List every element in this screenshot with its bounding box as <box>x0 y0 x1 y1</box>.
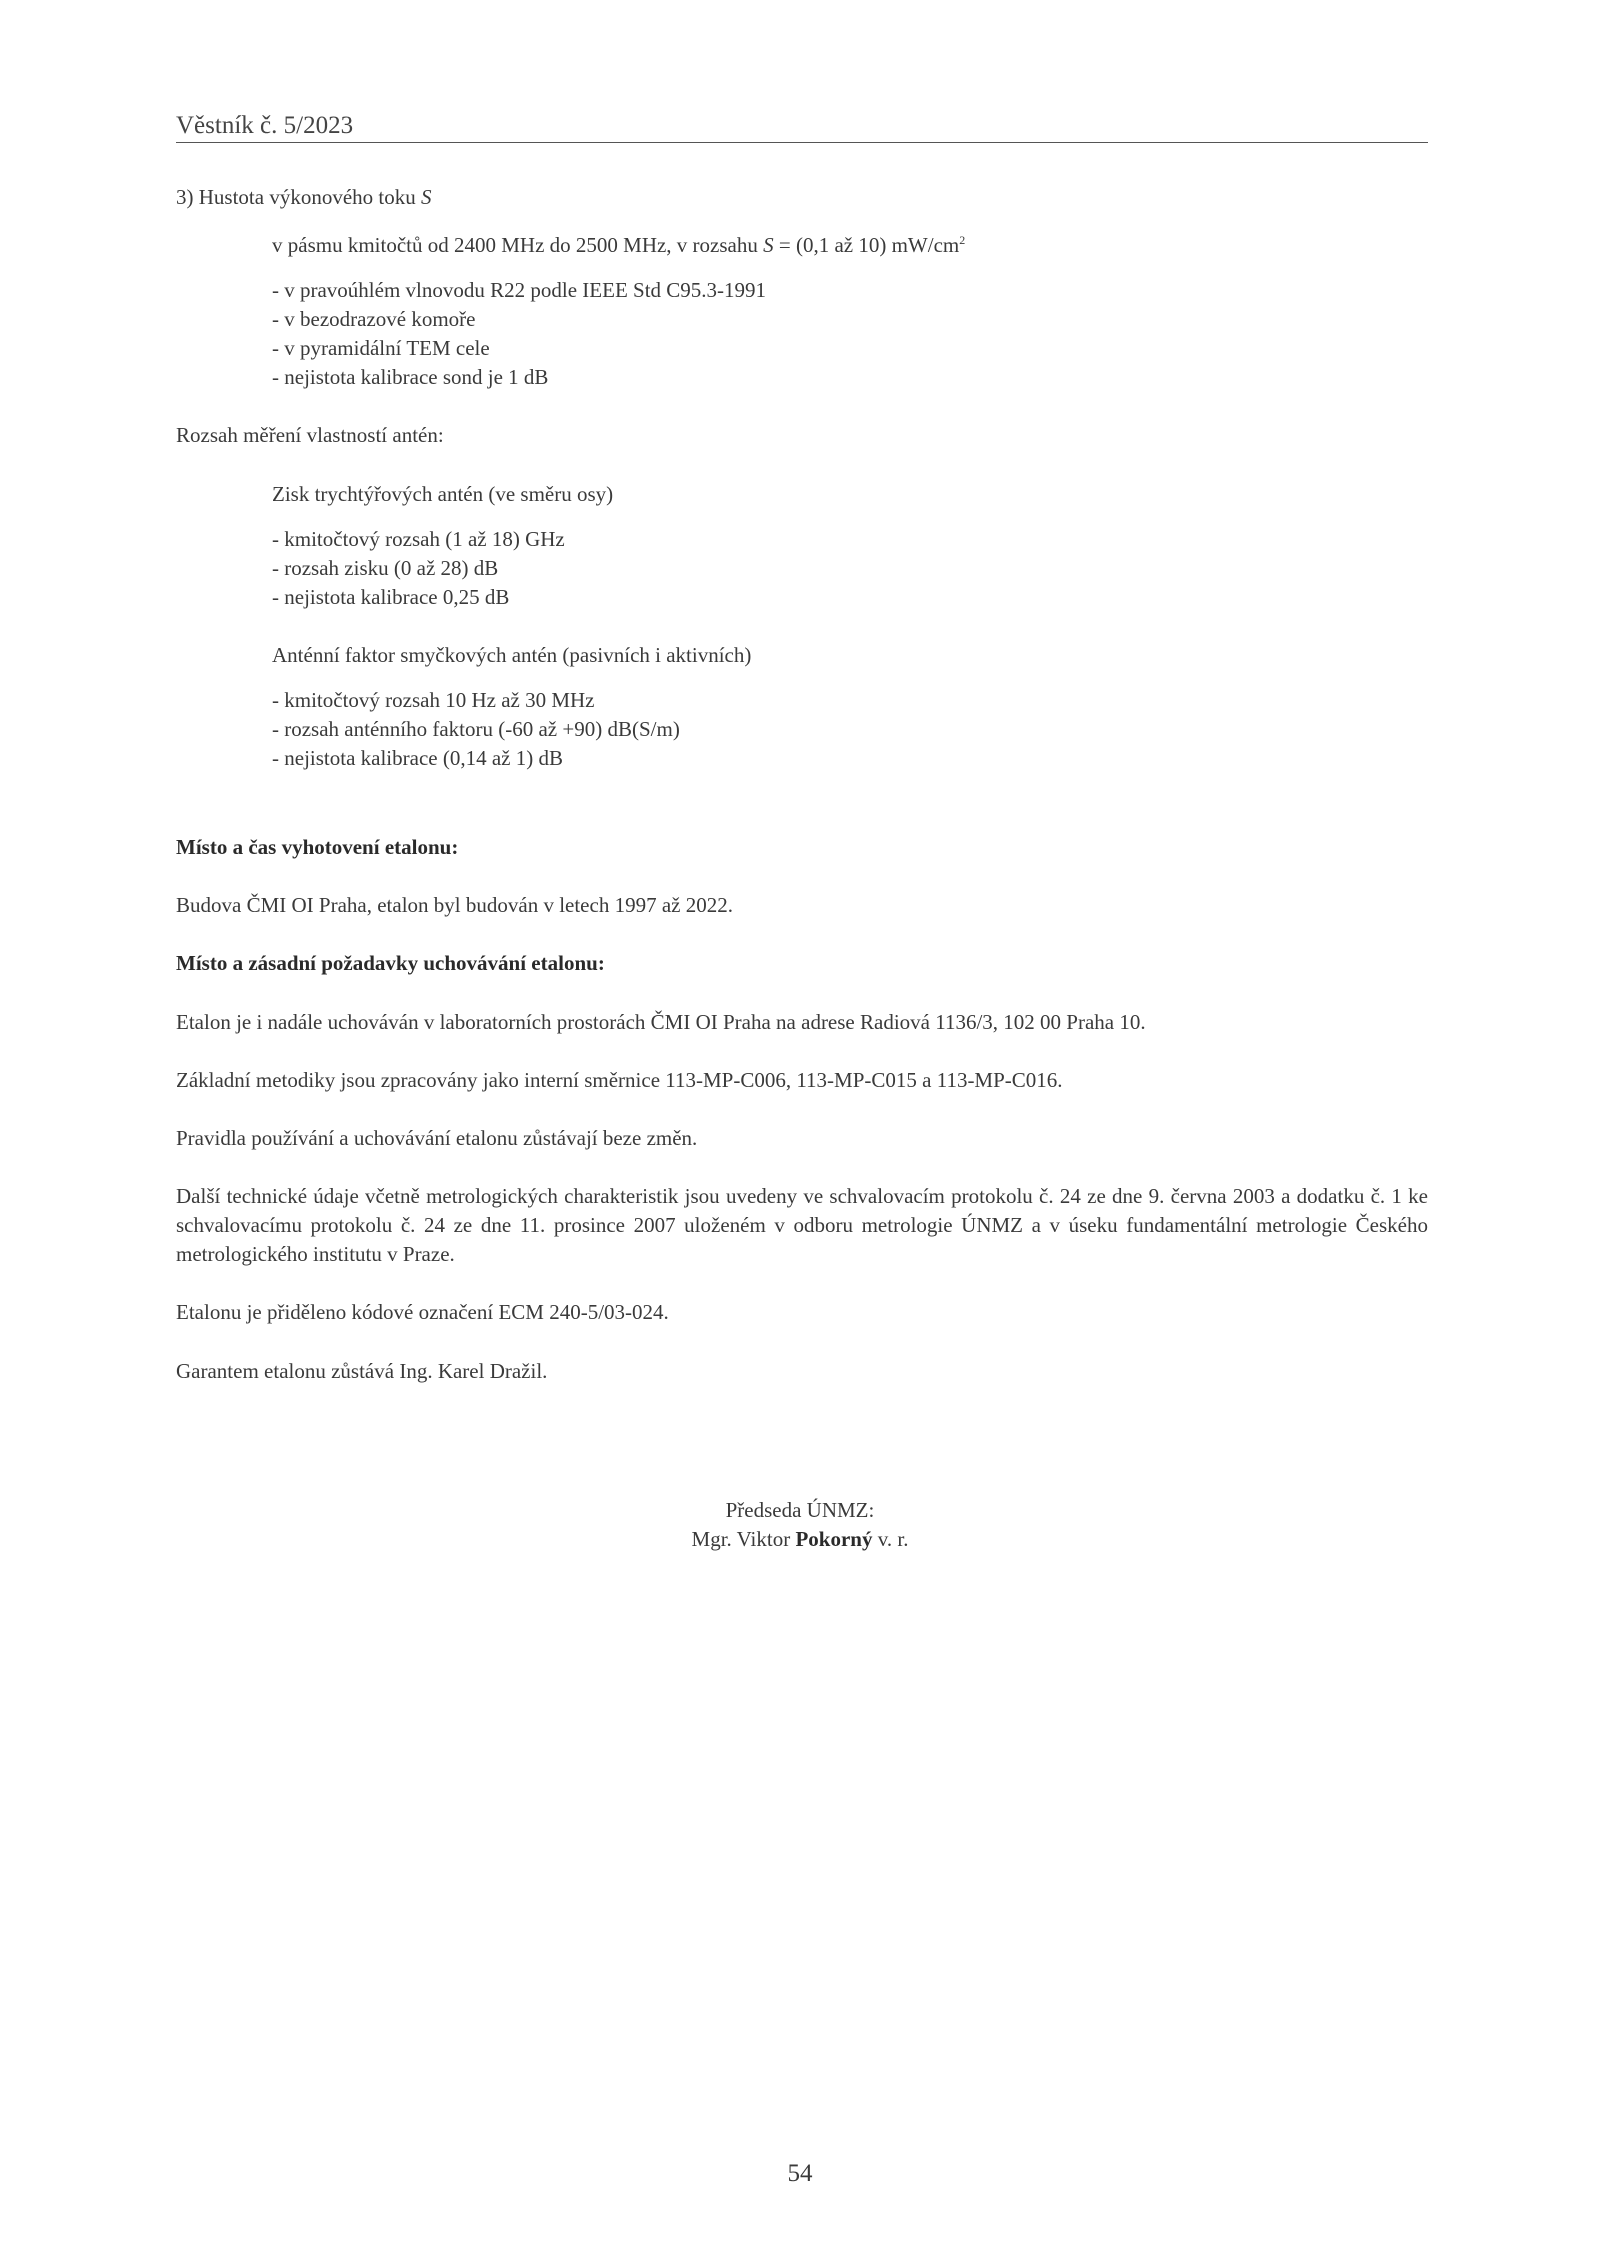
storage-paragraph: Základní metodiky jsou zpracovány jako interní směrnice 113-MP-C006, 113-MP-C015 a 113-MP-C016. <box>176 1068 1063 1092</box>
list-item: - v bezodrazové komoře <box>272 307 476 331</box>
place-time-text: Budova ČMI OI Praha, etalon byl budován v letech 1997 až 2022. <box>176 893 733 917</box>
section-3-heading: 3) Hustota výkonového toku S <box>176 185 432 209</box>
section-3-range: v pásmu kmitočtů od 2400 MHz do 2500 MHz, v rozsahu S = (0,1 až 10) $mW/cm^2$ <box>272 233 966 257</box>
storage-paragraph-long: Další technické údaje včetně metrologických charakteristik jsou uvedeny ve schvalovacím protokolu č. 24 ze dne 9. června 2003 a dodatku č. 1 ke schvalovacímu protokolu č. 24 ze dne 11. prosince 2007 uloženém v odboru metrologie ÚNMZ a v úseku fundamentální metrologie Českého metrologického institutu v Praze. <box>176 1184 1428 1266</box>
list-item: - rozsah zisku (0 až 28) dB <box>272 556 499 580</box>
list-item: - v pyramidální TEM cele <box>272 336 490 360</box>
storage-heading: Místo a zásadní požadavky uchovávání etalonu: <box>176 951 605 975</box>
place-time-heading: Místo a čas vyhotovení etalonu: <box>176 835 459 859</box>
storage-paragraph: Pravidla používání a uchovávání etalonu zůstávají beze změn. <box>176 1126 698 1150</box>
page-number: 54 <box>787 2160 813 2187</box>
list-item: - nejistota kalibrace sond je 1 dB <box>272 365 549 389</box>
storage-paragraph: Etalonu je přiděleno kódové označení ECM 240-5/03-024. <box>176 1300 669 1324</box>
list-item: - kmitočtový rozsah 10 Hz až 30 MHz <box>272 688 595 712</box>
list-item: - v pravoúhlém vlnovodu R22 podle IEEE Std C95.3-1991 <box>272 278 767 302</box>
list-item: - kmitočtový rozsah (1 až 18) GHz <box>272 527 565 551</box>
signature-role: Předseda ÚNMZ: <box>725 1498 875 1522</box>
header-title: Věstník č. 5/2023 <box>176 112 354 139</box>
storage-paragraph: Garantem etalonu zůstává Ing. Karel Dražil. <box>176 1359 548 1383</box>
storage-paragraph: Etalon je i nadále uchováván v laboratorních prostorách ČMI OI Praha na adrese Radiová 1136/3, 102 00 Praha 10. <box>176 1010 1146 1034</box>
antennas-heading: Rozsah měření vlastností antén: <box>176 423 444 447</box>
list-item: - nejistota kalibrace 0,25 dB <box>272 585 510 609</box>
page-header <box>176 112 1428 143</box>
list-item: - nejistota kalibrace (0,14 až 1) dB <box>272 746 563 770</box>
factor-title: Anténní faktor smyčkových antén (pasivních i aktivních) <box>272 643 752 667</box>
signature-name: Mgr. Viktor Pokorný v. r. <box>691 1527 909 1551</box>
list-item: - rozsah anténního faktoru (-60 až +90) dB(S/m) <box>272 717 680 741</box>
gain-title: Zisk trychtýřových antén (ve směru osy) <box>272 482 614 506</box>
